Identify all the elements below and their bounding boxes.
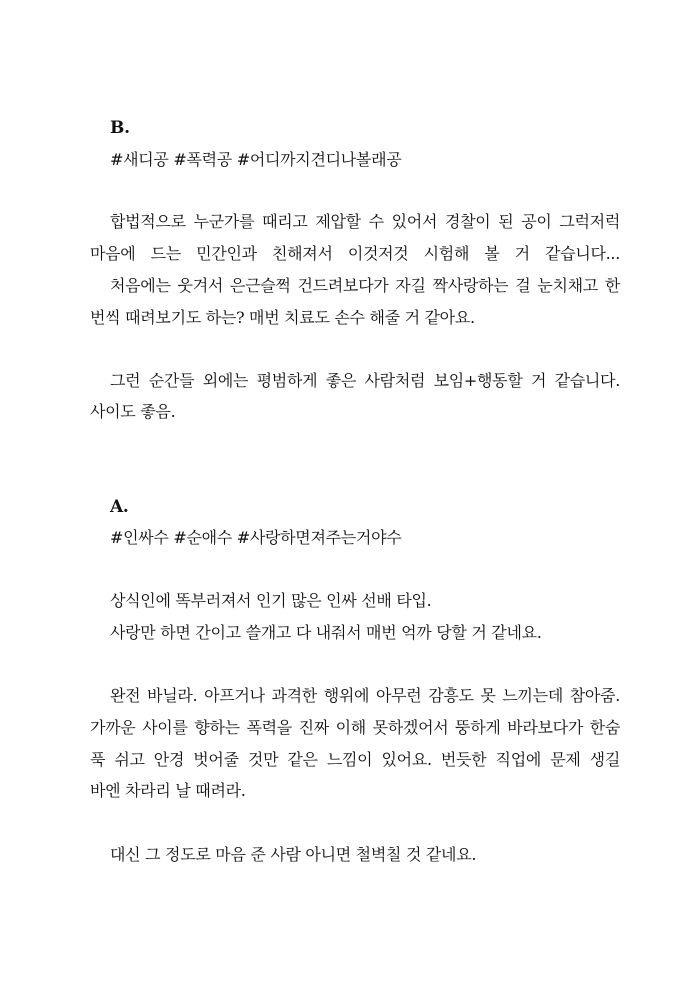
section-a-para2-line1: 완전 바닐라. 아프거나 과격한 행위에 아무런 감흥도 못 느끼는데 참아줌. [110,686,620,705]
section-a-para1-line1: 상식인에 똑부러져서 인기 많은 인싸 선배 타입. [110,591,432,610]
section-a-para2-line4: 바엔 차라리 날 때려라. [90,781,246,800]
section-a-label: A. [110,497,129,517]
section-b-tags: #새디공 #폭력공 #어디까지견디나볼래공 [110,150,402,169]
section-b-para3-line1: 그런 순간들 외에는 평범하게 좋은 사람처럼 보임+행동할 거 같습니다. [110,371,620,390]
section-a-para2-line2: 가까운 사이를 향하는 폭력을 진짜 이해 못하겠어서 뚱하게 바라보다가 한숨 [90,718,620,737]
section-b-para2-line2: 번씩 때려보기도 하는? 매번 치료도 손수 해줄 거 같아요. [90,308,475,327]
section-a-para2-line3: 푹 쉬고 안경 벗어줄 것만 같은 느낌이 있어요. 번듯한 직업에 문제 생길 [90,750,620,769]
section-b-label: B. [110,118,130,138]
section-a-para1-line2: 사랑만 하면 간이고 쓸개고 다 내줘서 매번 억까 당할 거 같네요. [110,623,542,642]
section-a-para3-line1: 대신 그 정도로 마음 준 사람 아니면 철벽칠 것 같네요. [110,845,477,864]
section-b-para1-line1: 합법적으로 누군가를 때리고 제압할 수 있어서 경찰이 된 공이 그럭저럭 [110,212,620,231]
section-b-para3-line2: 사이도 좋음. [90,402,176,421]
section-a-tags: #인싸수 #순애수 #사랑하면져주는거야수 [110,528,402,547]
section-b-para1-line2: 마음에 드는 민간인과 친해져서 이것저것 시험해 볼 거 같습니다... [90,244,620,263]
section-b-para2-line1: 처음에는 웃겨서 은근슬쩍 건드려보다가 자길 짝사랑하는 걸 눈치채고 한 [110,276,620,295]
